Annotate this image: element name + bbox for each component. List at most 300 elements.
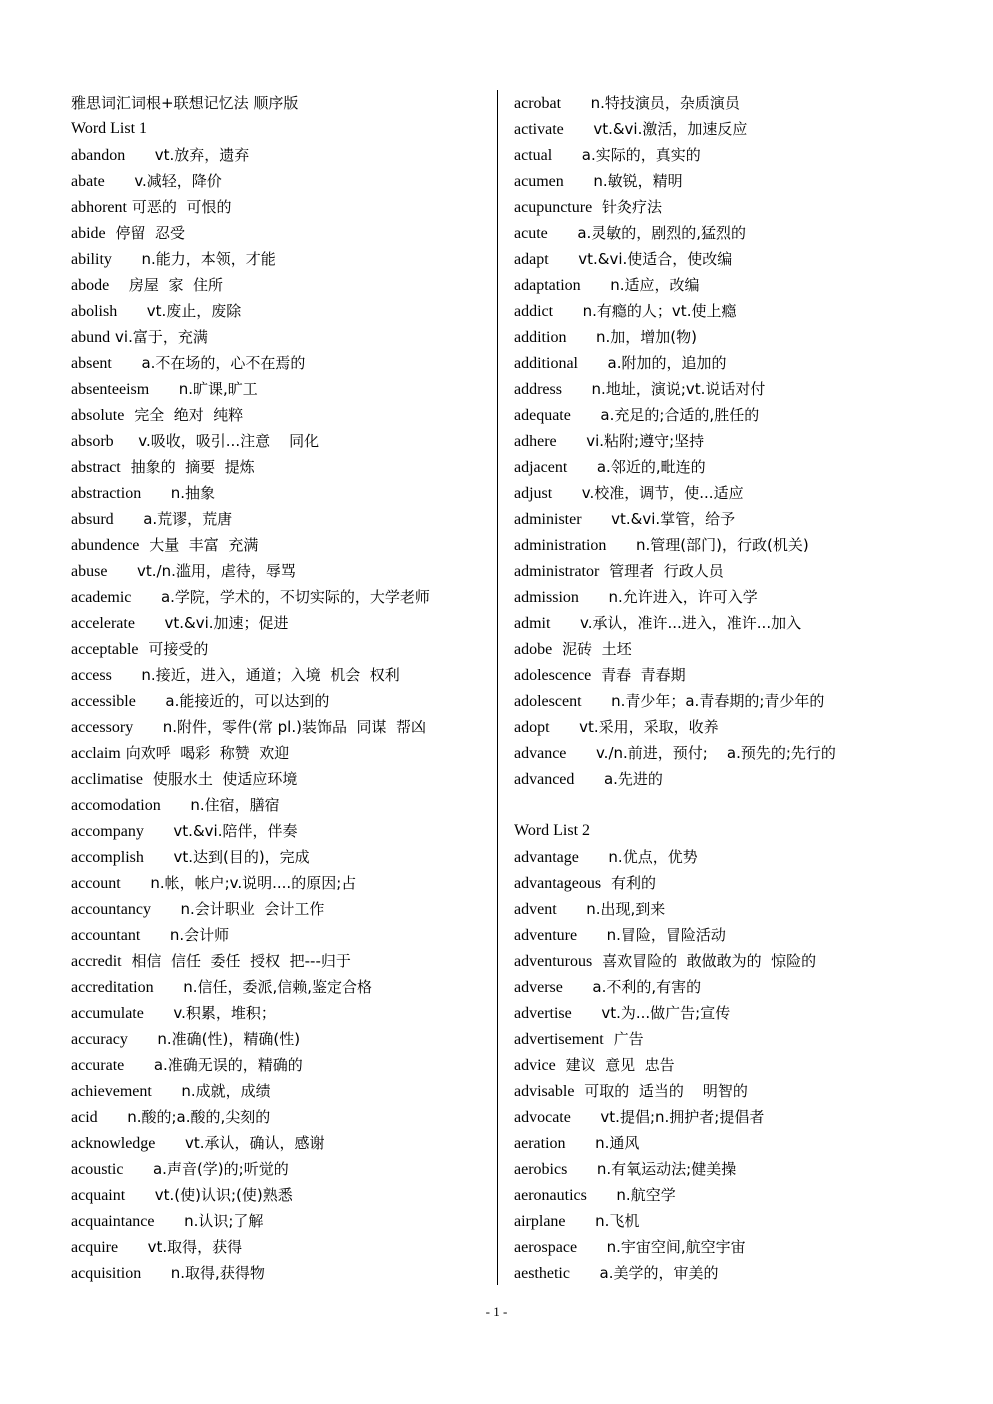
entry-spacing: [105, 172, 135, 190]
vocab-entry: [71, 480, 486, 506]
entry-spacing: [98, 1108, 128, 1126]
vocab-definition: n.准确(性)，精确(性): [157, 1030, 301, 1048]
entry-spacing: [125, 1186, 155, 1204]
vocab-word: advertise: [514, 1005, 572, 1022]
entry-spacing: [114, 510, 144, 528]
vocab-word: acute: [514, 225, 548, 242]
vocab-word: accurate: [71, 1057, 125, 1074]
vocab-definition: 有利的: [610, 874, 656, 892]
vocab-word: advantage: [514, 849, 579, 866]
vocab-word: accuracy: [71, 1031, 128, 1048]
vocab-word: account: [71, 875, 121, 892]
entry-spacing: [582, 510, 612, 528]
vocab-entry: [514, 1182, 934, 1208]
vocab-word: administrator: [514, 563, 600, 580]
entry-spacing: [112, 666, 142, 684]
vocab-definition: a.实际的，真实的: [581, 146, 701, 164]
vocab-word: accountant: [71, 927, 141, 944]
vocab-word: ability: [71, 251, 112, 268]
entry-spacing: [579, 588, 609, 606]
vocab-entry: [514, 870, 934, 896]
entry-spacing: [578, 354, 608, 372]
vocab-word: absolute: [71, 407, 125, 424]
entry-spacing: [107, 562, 137, 580]
vocab-definition: vt.达到(目的)，完成: [173, 848, 310, 866]
vocab-word: acclaim: [71, 745, 121, 762]
vocab-definition: a.充足的;合适的,胜任的: [600, 406, 760, 424]
entry-spacing: [121, 874, 151, 892]
vocab-definition: vi.富于，充满: [115, 328, 208, 346]
entry-spacing: [604, 1030, 614, 1048]
entry-spacing: [106, 224, 116, 242]
vocab-definition: n.特技演员，杂质演员: [590, 94, 740, 112]
entry-spacing: [564, 172, 594, 190]
vocab-entry: [514, 1052, 934, 1078]
entry-spacing: [552, 146, 582, 164]
entry-spacing: [579, 848, 609, 866]
entry-spacing: [161, 796, 191, 814]
entry-spacing: [151, 900, 181, 918]
vocab-entry: [514, 1078, 934, 1104]
vocab-word: acquaintance: [71, 1213, 155, 1230]
entry-spacing: [143, 770, 153, 788]
vocab-entry: [514, 636, 934, 662]
vocab-entry: [71, 558, 486, 584]
entry-spacing: [149, 380, 179, 398]
entry-spacing: [548, 224, 578, 242]
entry-spacing: [144, 1004, 174, 1022]
entry-spacing: [131, 588, 161, 606]
vocab-word: advertisement: [514, 1031, 604, 1048]
vocab-word: advantageous: [514, 875, 602, 892]
vocab-entry: [71, 1026, 486, 1052]
vocab-definition: 可取的 适当的 明智的: [584, 1082, 748, 1100]
vocab-word: advent: [514, 901, 557, 918]
vocab-word: addict: [514, 303, 554, 320]
vocab-word: adolescence: [514, 667, 592, 684]
vocab-entry: [71, 584, 486, 610]
entry-spacing: [592, 952, 602, 970]
vocab-word: absenteeism: [71, 381, 150, 398]
vocab-word: acknowledge: [71, 1135, 156, 1152]
word-list-heading: Word List 2: [514, 822, 591, 839]
entry-spacing: [587, 1186, 617, 1204]
vocab-definition: n.取得,获得物: [170, 1264, 265, 1282]
vocab-entry: [514, 324, 934, 350]
page-number: - 1 -: [485, 1304, 508, 1319]
vocab-word: administration: [514, 537, 607, 554]
vocab-definition: 管理者 行政人员: [609, 562, 724, 580]
vocab-entry: [514, 714, 934, 740]
vocab-definition: a.美学的，审美的: [599, 1264, 719, 1282]
vocab-entry: [514, 116, 934, 142]
entry-spacing: [574, 1082, 584, 1100]
vocab-word: adventurous: [514, 953, 593, 970]
vocab-entry: [514, 896, 934, 922]
entry-spacing: [564, 120, 594, 138]
entry-spacing: [121, 458, 131, 476]
vocab-definition: vt.&vi.激活，加速反应: [593, 120, 748, 138]
entry-spacing: [561, 94, 591, 112]
vocab-definition: 房屋 家 住所: [128, 276, 223, 294]
entry-spacing: [139, 640, 149, 658]
vocab-word: absorb: [71, 433, 114, 450]
vocab-word: access: [71, 667, 112, 684]
vocab-word: address: [514, 381, 562, 398]
vocab-entry: [514, 402, 934, 428]
entry-spacing: [582, 692, 612, 710]
vocab-word: acid: [71, 1109, 98, 1126]
vocab-entry: [514, 1130, 934, 1156]
vocab-entry: [514, 844, 934, 870]
entry-spacing: [557, 900, 587, 918]
entry-spacing: [139, 536, 149, 554]
vocab-definition: vt.为...做广告;宣传: [601, 1004, 731, 1022]
vocab-entry: [71, 714, 486, 740]
vocab-definition: n.冒险，冒险活动: [606, 926, 726, 944]
entry-spacing: [577, 1238, 607, 1256]
vocab-entry: [514, 454, 934, 480]
entry-spacing: [553, 302, 583, 320]
vocab-word: abide: [71, 225, 106, 242]
vocab-word: accountancy: [71, 901, 151, 918]
vocab-definition: 泥砖 土坯: [562, 640, 632, 658]
vocab-definition: n.优点，优势: [608, 848, 698, 866]
entry-spacing: [155, 1212, 185, 1230]
vocab-word: administer: [514, 511, 582, 528]
vocab-entry: [514, 1208, 934, 1234]
vocab-definition: vi.粘附;遵守;坚持: [586, 432, 705, 450]
vocab-entry: [71, 298, 486, 324]
vocab-word: acoustic: [71, 1161, 124, 1178]
vocab-definition: v.承认，准许...进入，准许...加入: [580, 614, 802, 632]
vocab-entry: [71, 636, 486, 662]
vocab-word: adolescent: [514, 693, 582, 710]
vocab-word: acquire: [71, 1239, 119, 1256]
vocab-word: adjust: [514, 485, 553, 502]
vocab-entry: [514, 376, 934, 402]
vocab-entry: [71, 1078, 486, 1104]
vocab-definition: 抽象的 摘要 提炼: [130, 458, 255, 476]
vocab-word: accessible: [71, 693, 136, 710]
vocab-word: addition: [514, 329, 567, 346]
vocab-word: abundence: [71, 537, 140, 554]
vocab-word: accessory: [71, 719, 134, 736]
document-title: 雅思词汇词根+联想记忆法 顺序版: [71, 94, 299, 112]
vocab-entry: [71, 610, 486, 636]
vocab-entry: [514, 480, 934, 506]
vocab-entry: [71, 844, 486, 870]
vocab-entry: [71, 792, 486, 818]
vocab-entry: [514, 610, 934, 636]
vocab-word: acupuncture: [514, 199, 593, 216]
vocab-word: aerobics: [514, 1161, 568, 1178]
vocab-word: acceptable: [71, 641, 139, 658]
vocab-definition: 针灸疗法: [602, 198, 663, 216]
vocab-definition: a.不在场的，心不在焉的: [141, 354, 306, 372]
entry-spacing: [549, 250, 579, 268]
vocab-word: admit: [514, 615, 551, 632]
vocab-word: accredit: [71, 953, 122, 970]
entry-spacing: [136, 692, 166, 710]
vocab-entry: [71, 1182, 486, 1208]
vocab-definition: n.出现,到来: [586, 900, 666, 918]
vocab-entry: [514, 506, 934, 532]
entry-spacing: [550, 614, 580, 632]
vocab-entry: [71, 350, 486, 376]
entry-spacing: [123, 1160, 153, 1178]
vocab-definition: 停留 忍受: [115, 224, 186, 242]
entry-spacing: [563, 978, 593, 996]
vocab-word: acquisition: [71, 1265, 142, 1282]
entry-spacing: [144, 822, 174, 840]
vocab-definition: a.先进的: [603, 770, 663, 788]
vocab-definition: a.荒谬，荒唐: [143, 510, 233, 528]
vocab-entry: [71, 740, 486, 766]
vocab-entry: [71, 1260, 486, 1286]
vocab-definition: n.认识;了解: [184, 1212, 264, 1230]
vocab-definition: 完全 绝对 纯粹: [134, 406, 244, 424]
vocab-definition: n.允许进入，许可入学: [608, 588, 758, 606]
entry-spacing: [592, 198, 602, 216]
vocab-word: accumulate: [71, 1005, 144, 1022]
vocab-definition: n.能力，本领，才能: [141, 250, 276, 268]
vocab-word: abuse: [71, 563, 108, 580]
vocab-definition: a.能接近的，可以达到的: [165, 692, 330, 710]
vocab-entry: [514, 1156, 934, 1182]
entry-spacing: [557, 432, 587, 450]
vocab-definition: n.帐，帐户;v.说明....的原因;占: [150, 874, 357, 892]
vocab-definition: n.抽象: [170, 484, 216, 502]
vocab-definition: 大量 丰富 充满: [149, 536, 259, 554]
vocab-definition: vt.废止，废除: [146, 302, 242, 320]
vocab-entry: [71, 220, 486, 246]
vocab-word: acclimatise: [71, 771, 143, 788]
vocab-definition: vt.放弃，遗弃: [154, 146, 250, 164]
vocab-definition: vt.采用，采取，收养: [579, 718, 719, 736]
vocab-entry: [514, 142, 934, 168]
vocab-definition: n.会计职业 会计工作: [180, 900, 325, 918]
entry-spacing: [154, 978, 184, 996]
vocab-word: aerospace: [514, 1239, 578, 1256]
vocab-entry: [514, 246, 934, 272]
vocab-entry: [71, 974, 486, 1000]
vocab-entry: [71, 1104, 486, 1130]
vocab-word: admission: [514, 589, 579, 606]
vocab-definition: n.航空学: [616, 1186, 676, 1204]
vocab-entry: [71, 376, 486, 402]
entry-spacing: [566, 744, 596, 762]
vocab-definition: n.地址，演说;vt.说话对付: [591, 380, 766, 398]
vocab-definition: 青春 青春期: [601, 666, 686, 684]
vocab-definition: a.学院，学术的，不切实际的，大学老师: [160, 588, 430, 606]
vocab-entry: [71, 1234, 486, 1260]
vocab-definition: vt.&vi.使适合，使改编: [578, 250, 733, 268]
entry-spacing: [581, 276, 611, 294]
vocab-definition: n.宇宙空间,航空宇宙: [606, 1238, 746, 1256]
vocab-word: abode: [71, 277, 110, 294]
vocab-word: activate: [514, 121, 564, 138]
vocab-word: adverse: [514, 979, 563, 996]
vocab-word: advance: [514, 745, 567, 762]
vocab-word: accreditation: [71, 979, 154, 996]
vocab-word: accompany: [71, 823, 144, 840]
vocab-word: abstraction: [71, 485, 142, 502]
vocab-definition: 使服水土 使适应环境: [152, 770, 298, 788]
vocab-word: abolish: [71, 303, 118, 320]
vocab-word: adapt: [514, 251, 549, 268]
entry-spacing: [606, 536, 636, 554]
vocab-entry: [514, 740, 934, 766]
vocab-entry: [514, 298, 934, 324]
vocab-definition: vt.&vi.加速；促进: [164, 614, 289, 632]
vocab-definition: n.敏锐，精明: [593, 172, 683, 190]
vocab-entry: [71, 896, 486, 922]
entry-spacing: [133, 718, 163, 736]
vocab-definition: n.青少年；a.青春期的;青少年的: [611, 692, 825, 710]
word-list-heading: Word List 1: [71, 120, 148, 137]
vocab-definition: n.接近，进入，通道；入境 机会 权利: [141, 666, 400, 684]
vocab-entry: [514, 584, 934, 610]
vocab-definition: vt.&vi.掌管，给予: [611, 510, 736, 528]
entry-spacing: [571, 406, 601, 424]
entry-spacing: [566, 328, 596, 346]
vocab-definition: n.信任，委派,信赖,鉴定合格: [183, 978, 372, 996]
vocab-word: aesthetic: [514, 1265, 570, 1282]
vocab-entry: [514, 532, 934, 558]
vocab-entry: [71, 168, 486, 194]
vocab-word: adaptation: [514, 277, 581, 294]
entry-spacing: [556, 1056, 566, 1074]
vocab-word: aeronautics: [514, 1187, 587, 1204]
vocab-entry: [71, 948, 486, 974]
vocab-definition: n.住宿，膳宿: [190, 796, 280, 814]
entry-spacing: [577, 926, 607, 944]
vocab-entry: [71, 506, 486, 532]
vocab-word: adjacent: [514, 459, 568, 476]
left-column: [71, 90, 486, 1286]
entry-spacing: [552, 484, 582, 502]
vocab-entry: [514, 1260, 934, 1286]
vocab-definition: n.管理(部门)，行政(机关): [636, 536, 809, 554]
vocab-word: advice: [514, 1057, 556, 1074]
entry-spacing: [124, 1056, 154, 1074]
vocab-entry: [71, 272, 486, 298]
vocab-definition: v./n.前进，预付; a.预先的;先行的: [595, 744, 836, 762]
vocab-definition: a.灵敏的，剧烈的,猛烈的: [577, 224, 747, 242]
vocab-definition: n.会计师: [169, 926, 230, 944]
vocab-definition: 喜欢冒险的 敢做敢为的 惊险的: [602, 952, 817, 970]
vocab-entry: [514, 1104, 934, 1130]
entry-spacing: [599, 562, 609, 580]
vocab-definition: n.适应，改编: [610, 276, 700, 294]
vocab-word: absent: [71, 355, 112, 372]
entry-spacing: [125, 146, 155, 164]
entry-spacing: [566, 1212, 596, 1230]
vocab-entry: [71, 246, 486, 272]
vocab-word: adobe: [514, 641, 553, 658]
column-divider: [497, 90, 498, 1285]
vocab-definition: n.有瘾的人；vt.使上瘾: [582, 302, 737, 320]
vocab-definition: a.不利的,有害的: [592, 978, 702, 996]
vocab-entry: [71, 1208, 486, 1234]
vocab-entry: [514, 168, 934, 194]
left-word-list: [71, 116, 486, 1286]
entry-spacing: [566, 1134, 596, 1152]
vocab-entry: [71, 870, 486, 896]
entry-spacing: [562, 380, 592, 398]
entry-spacing: [109, 276, 129, 294]
entry-spacing: [571, 1108, 601, 1126]
vocab-word: advanced: [514, 771, 575, 788]
vocab-definition: n.通风: [595, 1134, 640, 1152]
vocab-entry: [514, 948, 934, 974]
vocab-entry: [71, 454, 486, 480]
vocab-word: accomodation: [71, 797, 161, 814]
vocab-definition: v.校准，调节，使...适应: [581, 484, 744, 502]
vocab-word: accomplish: [71, 849, 144, 866]
vocab-entry: [71, 922, 486, 948]
vocab-entry: [514, 194, 934, 220]
vocab-definition: v.积累，堆积；: [173, 1004, 276, 1022]
vocab-definition: 广告: [613, 1030, 644, 1048]
vocab-entry: [514, 220, 934, 246]
entry-spacing: [601, 874, 611, 892]
entry-spacing: [124, 406, 134, 424]
vocab-entry: [514, 974, 934, 1000]
vocab-entry: [71, 402, 486, 428]
vocab-definition: vt.取得，获得: [147, 1238, 243, 1256]
vocab-definition: 相信 信任 委任 授权 把---归于: [131, 952, 351, 970]
vocab-definition: a.邻近的,毗连的: [596, 458, 706, 476]
vocab-entry: [514, 428, 934, 454]
entry-spacing: [114, 432, 139, 450]
vocab-entry: [71, 324, 486, 350]
vocab-definition: n.成就，成绩: [181, 1082, 271, 1100]
vocab-word: abandon: [71, 147, 126, 164]
vocab-definition: a.准确无误的，精确的: [153, 1056, 303, 1074]
vocab-word: advisable: [514, 1083, 575, 1100]
vocab-entry: [71, 766, 486, 792]
vocab-word: adequate: [514, 407, 571, 424]
entry-spacing: [128, 1030, 158, 1048]
vocab-word: airplane: [514, 1213, 566, 1230]
vocab-entry: [71, 532, 486, 558]
vocab-word: abund: [71, 329, 111, 346]
vocab-word: aeration: [514, 1135, 566, 1152]
vocab-word: abstract: [71, 459, 121, 476]
vocab-definition: vt.&vi.陪伴，伴奏: [173, 822, 298, 840]
entry-spacing: [117, 302, 147, 320]
entry-spacing: [144, 848, 174, 866]
vocab-definition: a.声音(学)的;听觉的: [152, 1160, 289, 1178]
vocab-entry: [514, 558, 934, 584]
vocab-word: abate: [71, 173, 105, 190]
vocab-definition: vt.(使)认识;(使)熟悉: [154, 1186, 293, 1204]
vocab-definition: 向欢呼 喝彩 称赞 欢迎: [125, 744, 290, 762]
vocab-definition: n.有氧运动法;健美操: [596, 1160, 737, 1178]
vocab-definition: n.附件，零件(常 pl.)装饰品 同谋 帮凶: [162, 718, 427, 736]
entry-spacing: [155, 1134, 185, 1152]
entry-spacing: [550, 718, 580, 736]
vocab-entry: [71, 428, 486, 454]
vocab-definition: n.飞机: [595, 1212, 640, 1230]
entry-spacing: [567, 458, 597, 476]
vocab-word: additional: [514, 355, 578, 372]
vocab-definition: v.吸收，吸引...注意 同化: [138, 432, 320, 450]
vocab-entry: [71, 1156, 486, 1182]
vocab-entry: [514, 272, 934, 298]
